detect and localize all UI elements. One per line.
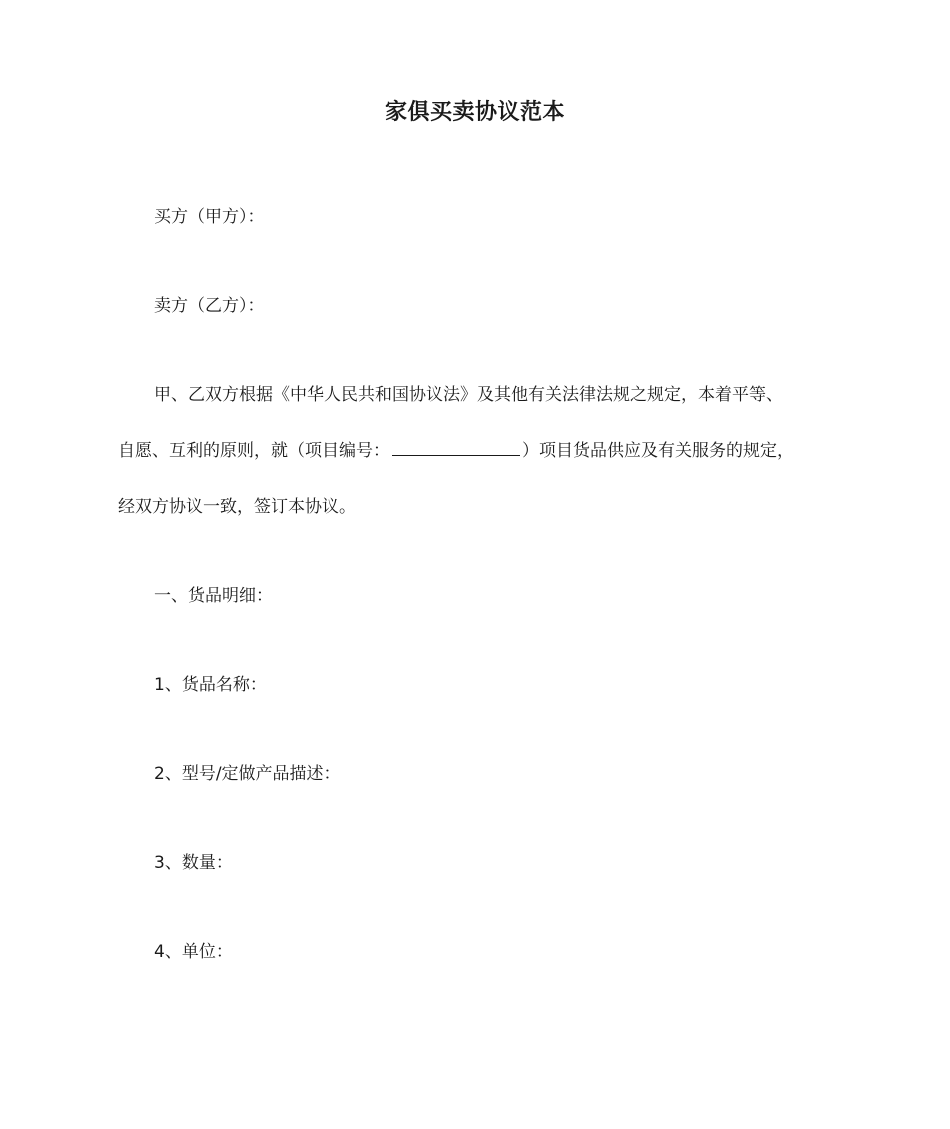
list-item: 3、数量： <box>154 853 233 873</box>
intro-line-1: 甲、乙双方根据《中华人民共和国协议法》及其他有关法律法规之规定，本着平等、 <box>154 385 783 405</box>
section-1-heading: 一、货品明细： <box>154 586 273 606</box>
intro-line-2-before: 自愿、互利的原则，就（项目编号： <box>118 441 390 461</box>
intro-line-2-after: ）项目货品供应及有关服务的规定， <box>522 441 794 461</box>
list-item: 4、单位： <box>154 942 233 962</box>
project-number-blank <box>392 438 520 456</box>
seller-label: 卖方（乙方）： <box>154 296 265 316</box>
list-item: 1、货品名称： <box>154 675 267 695</box>
buyer-label: 买方（甲方）： <box>154 207 265 227</box>
intro-line-2 <box>118 438 794 464</box>
intro-line-3: 经双方协议一致，签订本协议。 <box>118 497 356 517</box>
document-title: 家俱买卖协议范本 <box>384 100 565 125</box>
list-item: 2、型号/定做产品描述： <box>154 764 341 784</box>
